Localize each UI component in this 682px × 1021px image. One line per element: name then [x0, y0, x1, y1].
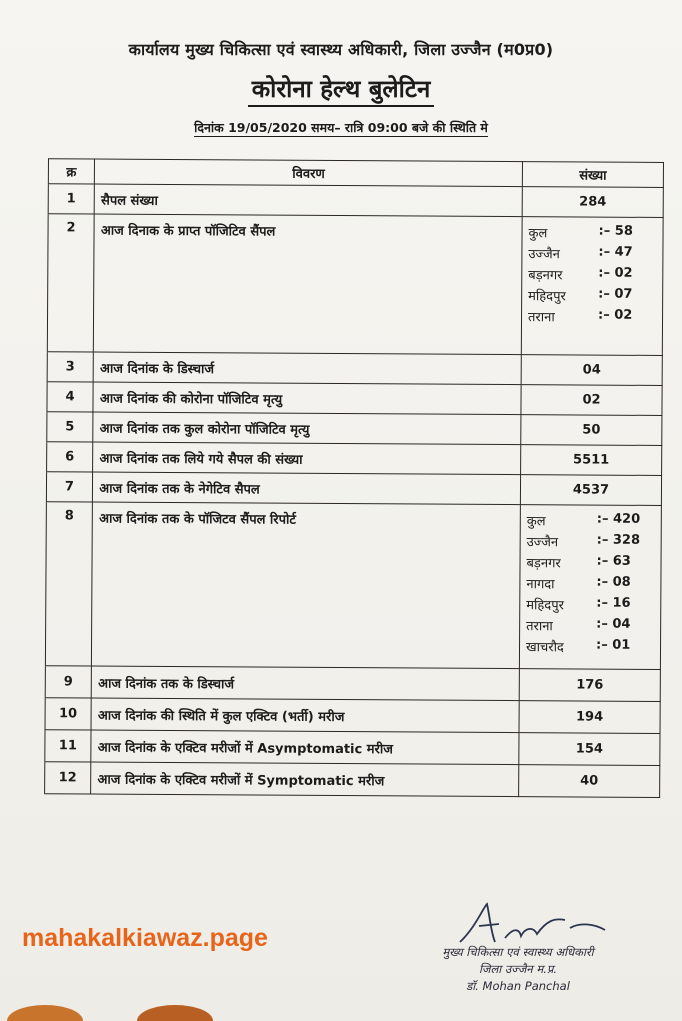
row-left-margin: [11, 213, 48, 351]
row-number: 9: [45, 666, 92, 698]
row-description: आज दिनांक के डिस्चार्ज: [93, 352, 521, 385]
row-left-margin: [10, 411, 46, 441]
row-left-margin: [11, 351, 47, 381]
row-number: 10: [45, 698, 92, 730]
row-left-margin: [8, 761, 44, 793]
breakdown-value: :– 01: [595, 637, 631, 653]
row-number: 8: [45, 502, 93, 666]
row-count: 5511: [521, 445, 662, 476]
row-number: 3: [47, 352, 94, 382]
row-left-margin: [9, 501, 46, 665]
bulletin-title: [0, 72, 682, 105]
table-row: [10, 381, 662, 415]
row-count: [519, 505, 661, 670]
row-number: 6: [46, 442, 93, 472]
row-count: 154: [519, 733, 660, 766]
header-description: विवरण: [95, 159, 523, 187]
breakdown-line: [526, 595, 654, 614]
row-number: 4: [47, 382, 94, 412]
table-row: [11, 213, 663, 355]
row-left-margin: [9, 665, 45, 697]
bulletin-table: [8, 158, 664, 798]
row-number: 2: [47, 214, 95, 352]
breakdown-line: [526, 553, 654, 572]
row-description: सैपल संख्या: [94, 184, 522, 217]
breakdown-line: [528, 244, 656, 263]
breakdown-line: [526, 637, 654, 656]
breakdown-district: नागदा: [526, 577, 555, 593]
breakdown-district: उज्जैन: [526, 535, 559, 551]
bulletin-title-text: कोरोना हेल्थ बुलेटिन: [248, 75, 435, 107]
watermark-brand: mahakalkiawaz.page: [22, 924, 268, 952]
breakdown-district: बड़नगर: [526, 556, 561, 572]
bulletin-dateline: [0, 119, 682, 136]
table-row: [8, 729, 660, 765]
row-count: 50: [521, 415, 662, 446]
breakdown-line: [528, 307, 656, 326]
breakdown-line: [526, 616, 654, 635]
row-description: आज दिनांक की कोरोना पॉजिटिव मृत्यु: [93, 382, 521, 415]
row-number: 12: [44, 762, 91, 794]
row-left-margin: [10, 441, 46, 471]
table-row: [11, 351, 663, 385]
breakdown-value: :– 47: [598, 244, 633, 260]
breakdown-line: [528, 286, 656, 305]
breakdown-value: :– 63: [596, 553, 631, 569]
row-description: आज दिनांक तक कुल कोरोना पॉजिटिव मृत्यु: [93, 412, 521, 445]
breakdown-district: महिदपुर: [526, 598, 564, 614]
breakdown-value: :– 04: [596, 616, 631, 632]
row-description: आज दिनांक की स्थिति में कुल एक्टिव (भर्ती) मरीज: [91, 698, 519, 733]
row-number: 5: [46, 412, 93, 442]
breakdown-value: :– 02: [598, 265, 633, 281]
header-count: संख्या: [522, 162, 663, 188]
breakdown-line: [528, 265, 656, 284]
row-count: 4537: [520, 475, 661, 506]
row-left-margin: [12, 183, 48, 213]
breakdown-line: [529, 223, 657, 242]
breakdown-district: खाचरौद: [525, 640, 564, 656]
table-row: [12, 183, 664, 217]
row-number: 7: [46, 472, 93, 502]
breakdown-line: [526, 574, 654, 593]
row-count: 194: [519, 701, 660, 734]
table-row: [9, 697, 661, 733]
bottom-image-fragment: [0, 996, 220, 1021]
row-description: आज दिनांक के एक्टिव मरीजों में Asymptomatic मरीज: [91, 730, 519, 765]
breakdown-district: महिदपुर: [528, 289, 566, 305]
row-count: 284: [522, 187, 663, 218]
office-heading: कार्यालय मुख्य चिकित्सा एवं स्वास्थ्य अधिकारी, जिला उज्जैन (म0प्र0): [128, 40, 554, 59]
signature-block: [388, 945, 648, 996]
header-no: क्र: [48, 159, 95, 184]
row-number: 11: [44, 730, 91, 762]
row-left-margin: [9, 697, 45, 729]
signature-name: डॉ. Mohan Panchal: [466, 979, 570, 993]
breakdown-value: :– 58: [598, 223, 633, 239]
breakdown-district: कुल: [528, 226, 548, 242]
dateline-text: दिनांक 19/05/2020 समय– रात्रि 09:00 बजे की स्थिति मे: [194, 120, 488, 135]
breakdown-value: :– 16: [596, 595, 631, 611]
table-row: [10, 411, 662, 445]
table-body: [8, 183, 663, 797]
breakdown-district: कुल: [526, 514, 546, 530]
row-description: आज दिनाक के प्राप्त पॉजिटिव सैंपल: [94, 214, 523, 355]
breakdown-value: :– 07: [598, 286, 633, 302]
row-description: आज दिनांक के एक्टिव मरीजों में Symptomatic मरीज: [91, 762, 519, 797]
breakdown-district: बड़नगर: [528, 268, 563, 284]
row-count: 02: [521, 385, 662, 416]
row-description: आज दिनांक तक के नेगेटिव सैपल: [93, 472, 521, 505]
breakdown-value: :– 02: [598, 307, 633, 323]
breakdown-value: :– 420: [596, 511, 641, 527]
row-count: [521, 217, 663, 356]
row-count: 176: [519, 669, 660, 702]
breakdown-district: तराना: [526, 619, 553, 635]
row-description: आज दिनांक तक के पॉजिटव सैंपल रिपोर्ट: [92, 502, 521, 669]
breakdown-line: [527, 532, 655, 551]
signature-designation: मुख्य चिकित्सा एवं स्वास्थ्य अधिकारी: [442, 945, 594, 959]
row-left-margin: [10, 381, 46, 411]
breakdown-district: तराना: [527, 310, 555, 326]
row-count: 40: [519, 765, 660, 798]
table-row: [9, 501, 661, 669]
signature-district: जिला उज्जैन म.प्र.: [478, 962, 558, 976]
row-count: 04: [521, 355, 662, 386]
table-row: [10, 441, 662, 475]
row-description: आज दिनांक तक लिये गये सैपल की संख्या: [93, 442, 521, 475]
breakdown-line: [527, 511, 655, 530]
breakdown-value: :– 08: [596, 574, 631, 590]
breakdown-value: :– 328: [596, 532, 641, 548]
table-left-margin: [12, 158, 48, 183]
breakdown-district: उज्जैन: [528, 247, 560, 263]
table-row: [9, 665, 661, 701]
row-number: 1: [48, 184, 95, 214]
row-left-margin: [10, 471, 46, 501]
row-description: आज दिनांक तक के डिस्चार्ज: [92, 666, 520, 701]
table-row: [10, 471, 662, 505]
signature-scribble: [455, 898, 625, 948]
table-row: [8, 761, 660, 797]
row-left-margin: [8, 729, 44, 761]
